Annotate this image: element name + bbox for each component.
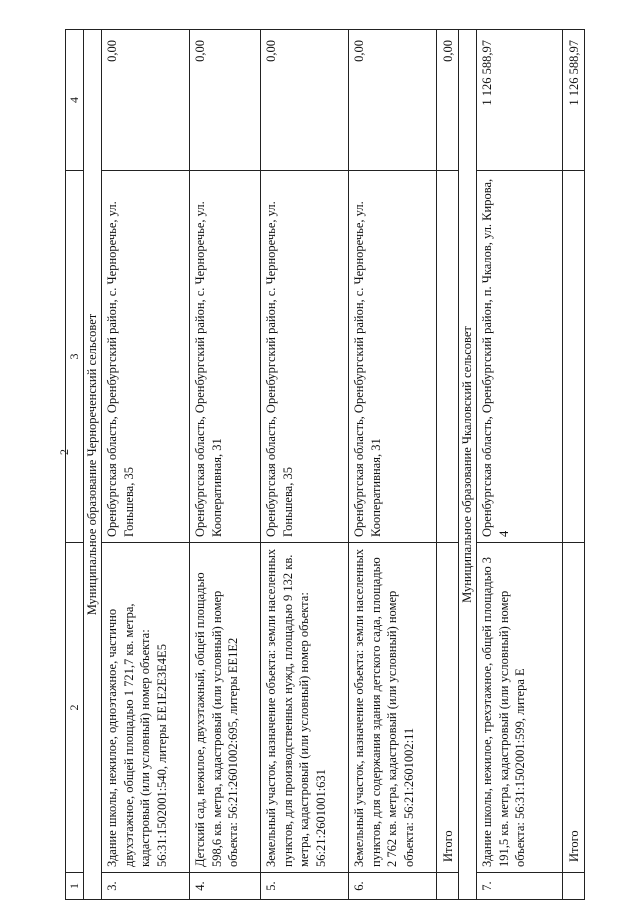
section-header-row — [459, 30, 477, 900]
row-number: 3. — [102, 873, 190, 900]
total-row — [563, 30, 585, 900]
property-table-sheet — [65, 30, 581, 900]
column-number: 1 — [66, 873, 84, 900]
table-row — [102, 30, 190, 900]
object-value: 0,00 — [190, 30, 261, 171]
object-address: Оренбургская область, Оренбургский район, с. Черноречье, ул. Кооперативная, 31 — [190, 171, 261, 543]
object-address: Оренбургская область, Оренбургский район, с. Черноречье, ул. Гоньшева, 35 — [261, 171, 349, 543]
page-number: 2 — [57, 449, 71, 455]
section-title: Муниципальное образование Чернореченский сельсовет — [84, 30, 102, 900]
object-description: Детский сад, нежилое, двухэтажный, общей площадью 598,6 кв. метра, кадастровый (или условный) номер объекта: 56:21:2601002:695, литеры ЕЕ1Е2 — [190, 543, 261, 873]
object-description: Земельный участок, назначение объекта: земли населенных пунктов, для содержания здания детского сада, площадью 2 762 кв. метра, кадастровый (или условный) номер объекта: 56:21:2601002:11 — [349, 543, 437, 873]
object-value: 0,00 — [349, 30, 437, 171]
object-value: 0,00 — [102, 30, 190, 171]
table-row — [261, 30, 349, 900]
row-number: 7. — [477, 873, 563, 900]
object-description: Земельный участок, назначение объекта: земли населенных пунктов, для производственных нужд, площадью 9 132 кв. метра, кадастровый (или условный) номер объекта: 56:21:2601001:631 — [261, 543, 349, 873]
row-number: 4. — [190, 873, 261, 900]
row-number: 5. — [261, 873, 349, 900]
column-number: 2 — [66, 543, 84, 873]
column-number: 4 — [66, 30, 84, 171]
section-title: Муниципальное образование Чкаловский сельсовет — [459, 30, 477, 900]
table-row — [190, 30, 261, 900]
object-value: 0,00 — [261, 30, 349, 171]
row-number: 6. — [349, 873, 437, 900]
column-number: 3 — [66, 171, 84, 543]
object-address: Оренбургская область, Оренбургский район, с. Черноречье, ул. Гоньшева, 35 — [102, 171, 190, 543]
object-value: 1 126 588,97 — [477, 30, 563, 171]
object-description: Здание школы, нежилое, трехэтажное, общей площадью 3 191,5 кв. метра, кадастровый (или условный) номер объекта: 56:31:1502001:599, литера Е — [477, 543, 563, 873]
column-numbers-row — [66, 30, 84, 900]
total-label: Итого — [437, 543, 459, 873]
object-description: Здание школы, нежилое, одноэтажное, частично двухэтажное, общей площадью 1 721,7 кв. метра, кадастровый (или условный) номер объекта: 56:31:1502001:540, литеры ЕЕ1Е2Е3Е4Е5 — [102, 543, 190, 873]
object-address: Оренбургская область, Оренбургский район, с. Черноречье, ул. Кооперативная, 31 — [349, 171, 437, 543]
object-address: Оренбургская область, Оренбургский район, п. Чкалов, ул. Кирова, 4 — [477, 171, 563, 543]
total-row — [437, 30, 459, 900]
table-row — [477, 30, 563, 900]
total-value: 0,00 — [437, 30, 459, 171]
property-table — [65, 29, 585, 900]
table-row — [349, 30, 437, 900]
total-value: 1 126 588,97 — [563, 30, 585, 171]
total-label: Итого — [563, 543, 585, 873]
section-header-row — [84, 30, 102, 900]
